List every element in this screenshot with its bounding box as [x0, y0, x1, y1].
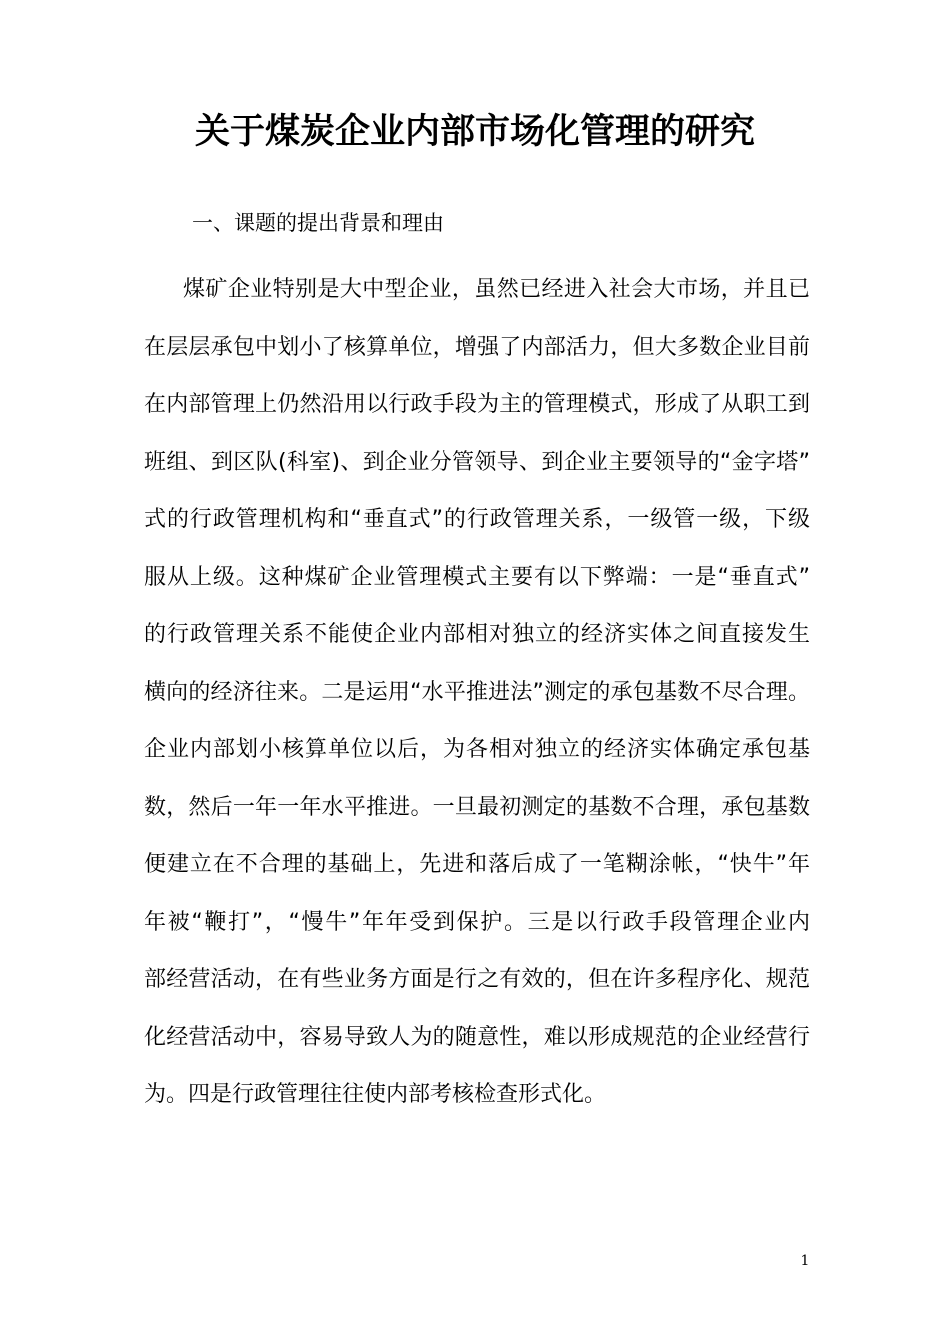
- paragraph-line: 横向的经济往来。二是运用“水平推进法”测定的承包基数不尽合理。: [144, 680, 810, 705]
- paragraph-line: 年被“鞭打”，“慢牛”年年受到保护。三是以行政手段管理企业内: [144, 910, 810, 935]
- paragraph-line: 的行政管理关系不能使企业内部相对独立的经济实体之间直接发生: [144, 622, 810, 647]
- section-heading: 一、课题的提出背景和理由: [192, 211, 444, 235]
- paragraph-line: 数，然后一年一年水平推进。一旦最初测定的基数不合理，承包基数: [144, 795, 810, 820]
- paragraph-line: 部经营活动，在有些业务方面是行之有效的，但在许多程序化、规范: [144, 967, 810, 992]
- paragraph-line: 为。四是行政管理往往使内部考核检查形式化。: [144, 1082, 607, 1107]
- paragraph-line: 煤矿企业特别是大中型企业，虽然已经进入社会大市场，并且已: [183, 277, 810, 302]
- paragraph-line: 班组、到区队(科室)、到企业分管领导、到企业主要领导的“金字塔”: [144, 450, 810, 475]
- paragraph-line: 企业内部划小核算单位以后，为各相对独立的经济实体确定承包基: [144, 737, 810, 762]
- paragraph-line: 式的行政管理机构和“垂直式”的行政管理关系，一级管一级，下级: [144, 507, 810, 532]
- paragraph-line: 服从上级。这种煤矿企业管理模式主要有以下弊端：一是“垂直式”: [144, 565, 810, 590]
- paragraph-line: 在内部管理上仍然沿用以行政手段为主的管理模式，形成了从职工到: [144, 392, 810, 417]
- paragraph-line: 化经营活动中，容易导致人为的随意性，难以形成规范的企业经营行: [144, 1025, 810, 1050]
- page-number: 1: [800, 1253, 810, 1269]
- paragraph-line: 便建立在不合理的基础上，先进和落后成了一笔糊涂帐，“快牛”年: [144, 852, 810, 877]
- paragraph-line: 在层层承包中划小了核算单位，增强了内部活力，但大多数企业目前: [144, 335, 810, 360]
- document-title: 关于煤炭企业内部市场化管理的研究: [194, 112, 755, 152]
